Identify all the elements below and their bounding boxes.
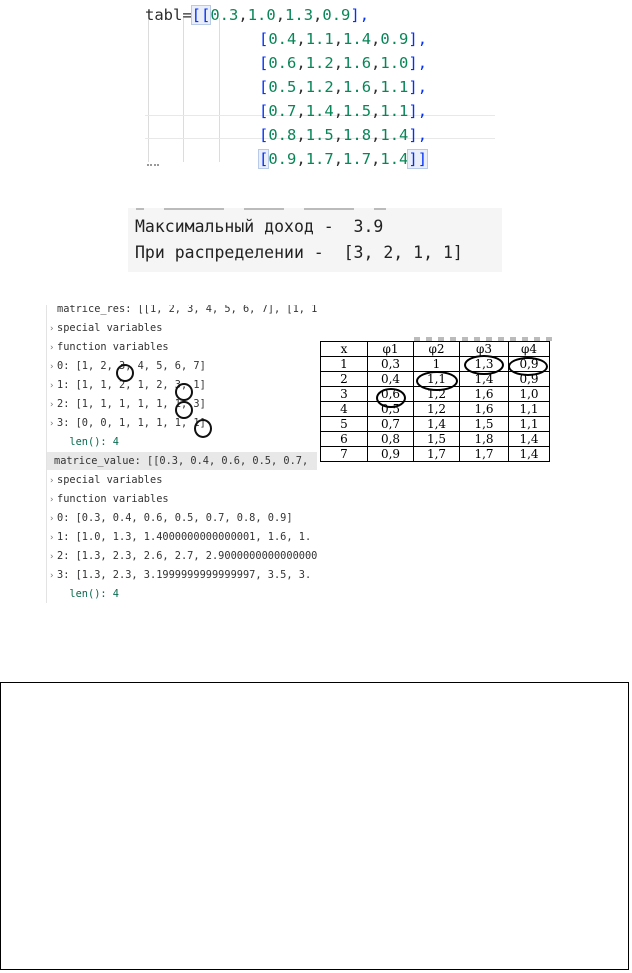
variable-text: 2: [1, 1, 1, 1, 1, 1, 3]: [57, 398, 206, 410]
cut-off-line: [147, 164, 159, 172]
highlight-circle: [175, 383, 193, 401]
table-cell: 7: [321, 447, 368, 462]
table-cell: 1,4: [460, 372, 509, 387]
variable-row[interactable]: [46, 452, 317, 470]
table-header: φ2: [414, 342, 460, 357]
table-cell: 0,8: [368, 432, 414, 447]
indent-guide: [219, 18, 220, 162]
chevron-right-icon[interactable]: ›: [49, 514, 55, 524]
variable-child-row[interactable]: [49, 547, 317, 565]
table-cell: 1,4: [509, 432, 550, 447]
highlight-circle: [508, 357, 548, 376]
console-output: [128, 208, 502, 272]
variable-child-row[interactable]: [49, 585, 119, 603]
variable-child-row[interactable]: [49, 528, 311, 546]
chevron-right-icon[interactable]: ›: [49, 419, 55, 429]
variable-text: special variables: [57, 474, 163, 486]
code-line: [0.4,1.1,1.4,0.9],: [259, 30, 428, 48]
table-cell: 1,2: [414, 402, 460, 417]
table-cell: 1,7: [414, 447, 460, 462]
variable-text: function variables: [57, 341, 169, 353]
cut-off-text: [136, 208, 436, 214]
indent-guide: [148, 18, 149, 162]
variable-text: len(): 4: [57, 588, 119, 600]
variable-text: 3: [0, 0, 1, 1, 1, 1, 1]: [57, 417, 206, 429]
table-cell: 1,5: [460, 417, 509, 432]
empty-frame: [0, 682, 629, 970]
code-line: [0.9,1.7,1.7,1.4]]: [259, 150, 428, 168]
table-cell: 1,6: [460, 387, 509, 402]
indent-guide: [183, 18, 184, 162]
table-header: x: [321, 342, 368, 357]
table-row: [321, 447, 550, 462]
highlight-circle: [116, 364, 134, 382]
variable-text: 2: [1.3, 2.3, 2.6, 2.7, 2.9000000000000000: [57, 550, 317, 562]
table-cell: 0,4: [368, 372, 414, 387]
debug-variables-panel[interactable]: [46, 305, 317, 603]
table-cell: 0,9: [368, 447, 414, 462]
code-line: tabl=[[0.3,1.0,1.3,0.9],: [145, 6, 370, 24]
table-cell: 2: [321, 372, 368, 387]
variable-text: 1: [1.0, 1.3, 1.4000000000000001, 1.6, 1.: [57, 531, 312, 543]
table-cell: 0,3: [368, 357, 414, 372]
highlight-circle: [416, 371, 458, 391]
chevron-right-icon[interactable]: ›: [49, 571, 55, 581]
table-cell: 1,4: [509, 447, 550, 462]
table-cell: 5: [321, 417, 368, 432]
table-cell: 6: [321, 432, 368, 447]
variable-row[interactable]: [49, 305, 317, 318]
table-cell: 1,0: [509, 387, 550, 402]
chevron-right-icon[interactable]: ›: [49, 381, 55, 391]
table-cell: 1: [321, 357, 368, 372]
variable-child-row[interactable]: [49, 490, 169, 508]
table-row: [321, 432, 550, 447]
variable-child-row[interactable]: [49, 566, 311, 584]
table-cell: 1: [414, 357, 460, 372]
variable-child-row[interactable]: [49, 433, 119, 451]
highlight-circle: [194, 419, 212, 438]
table-cell: 4: [321, 402, 368, 417]
variable-text: matrice_value: [[0.3, 0.4, 0.6, 0.5, 0.7,: [54, 455, 309, 467]
highlight-circle: [175, 401, 193, 419]
chevron-right-icon[interactable]: ›: [49, 362, 55, 372]
code-line: [0.7,1.4,1.5,1.1],: [259, 102, 428, 120]
variable-child-row[interactable]: [49, 338, 169, 356]
chevron-right-icon[interactable]: ›: [49, 343, 55, 353]
code-line: [0.6,1.2,1.6,1.0],: [259, 54, 428, 72]
code-editor[interactable]: [145, 0, 495, 170]
code-line: [0.8,1.5,1.8,1.4],: [259, 126, 428, 144]
table-cell: 0,6: [368, 387, 414, 402]
variable-child-row[interactable]: [49, 319, 162, 337]
highlight-circle: [464, 355, 504, 375]
variable-text: 0: [0.3, 0.4, 0.6, 0.5, 0.7, 0.8, 0.9]: [57, 512, 293, 524]
table-cell: 1,7: [460, 447, 509, 462]
table-header: φ3: [460, 342, 509, 357]
table-cell: 0,9: [509, 372, 550, 387]
table-cell: 1,5: [414, 432, 460, 447]
table-cell: 0,9: [509, 357, 550, 372]
table-cell: 1,6: [460, 402, 509, 417]
variable-text: 1: [1, 1, 2, 1, 2, 3, 1]: [57, 379, 206, 391]
variable-text: function variables: [57, 493, 169, 505]
table-cell: 3: [321, 387, 368, 402]
variable-text: special variables: [57, 322, 163, 334]
table-cell: 1,1: [414, 372, 460, 387]
code-line: [0.5,1.2,1.6,1.1],: [259, 78, 428, 96]
variable-text: 3: [1.3, 2.3, 3.1999999999999997, 3.5, 3.: [57, 569, 312, 581]
table-cell: 1,8: [460, 432, 509, 447]
table-cell: 1,2: [414, 387, 460, 402]
max-income-line: Максимальный доход - 3.9: [135, 217, 384, 236]
table-header: φ4: [509, 342, 550, 357]
table-row: [321, 402, 550, 417]
variable-child-row[interactable]: [49, 509, 293, 527]
chevron-right-icon[interactable]: ›: [49, 400, 55, 410]
chevron-right-icon[interactable]: ›: [49, 476, 55, 486]
chevron-right-icon[interactable]: ›: [49, 533, 55, 543]
highlight-circle: [376, 388, 406, 408]
table-cell: 1,1: [509, 402, 550, 417]
table-cell: 1,3: [460, 357, 509, 372]
table-cell: 0,5: [368, 402, 414, 417]
chevron-right-icon[interactable]: ›: [49, 495, 55, 505]
table-cell: 0,7: [368, 417, 414, 432]
variable-child-row[interactable]: [49, 471, 162, 489]
chevron-right-icon[interactable]: ›: [49, 324, 55, 334]
variable-text: 0: [1, 2, 3, 4, 5, 6, 7]: [57, 360, 206, 372]
table-header: φ1: [368, 342, 414, 357]
table-row: [321, 417, 550, 432]
chevron-right-icon[interactable]: ›: [49, 552, 55, 562]
table-cell: 1,1: [509, 417, 550, 432]
variable-text: len(): 4: [57, 436, 119, 448]
variable-text: matrice_res: [[1, 2, 3, 4, 5, 6, 7], [1, 1: [57, 305, 317, 315]
distribution-line: При распределении - [3, 2, 1, 1]: [135, 243, 463, 262]
table-cell: 1,4: [414, 417, 460, 432]
